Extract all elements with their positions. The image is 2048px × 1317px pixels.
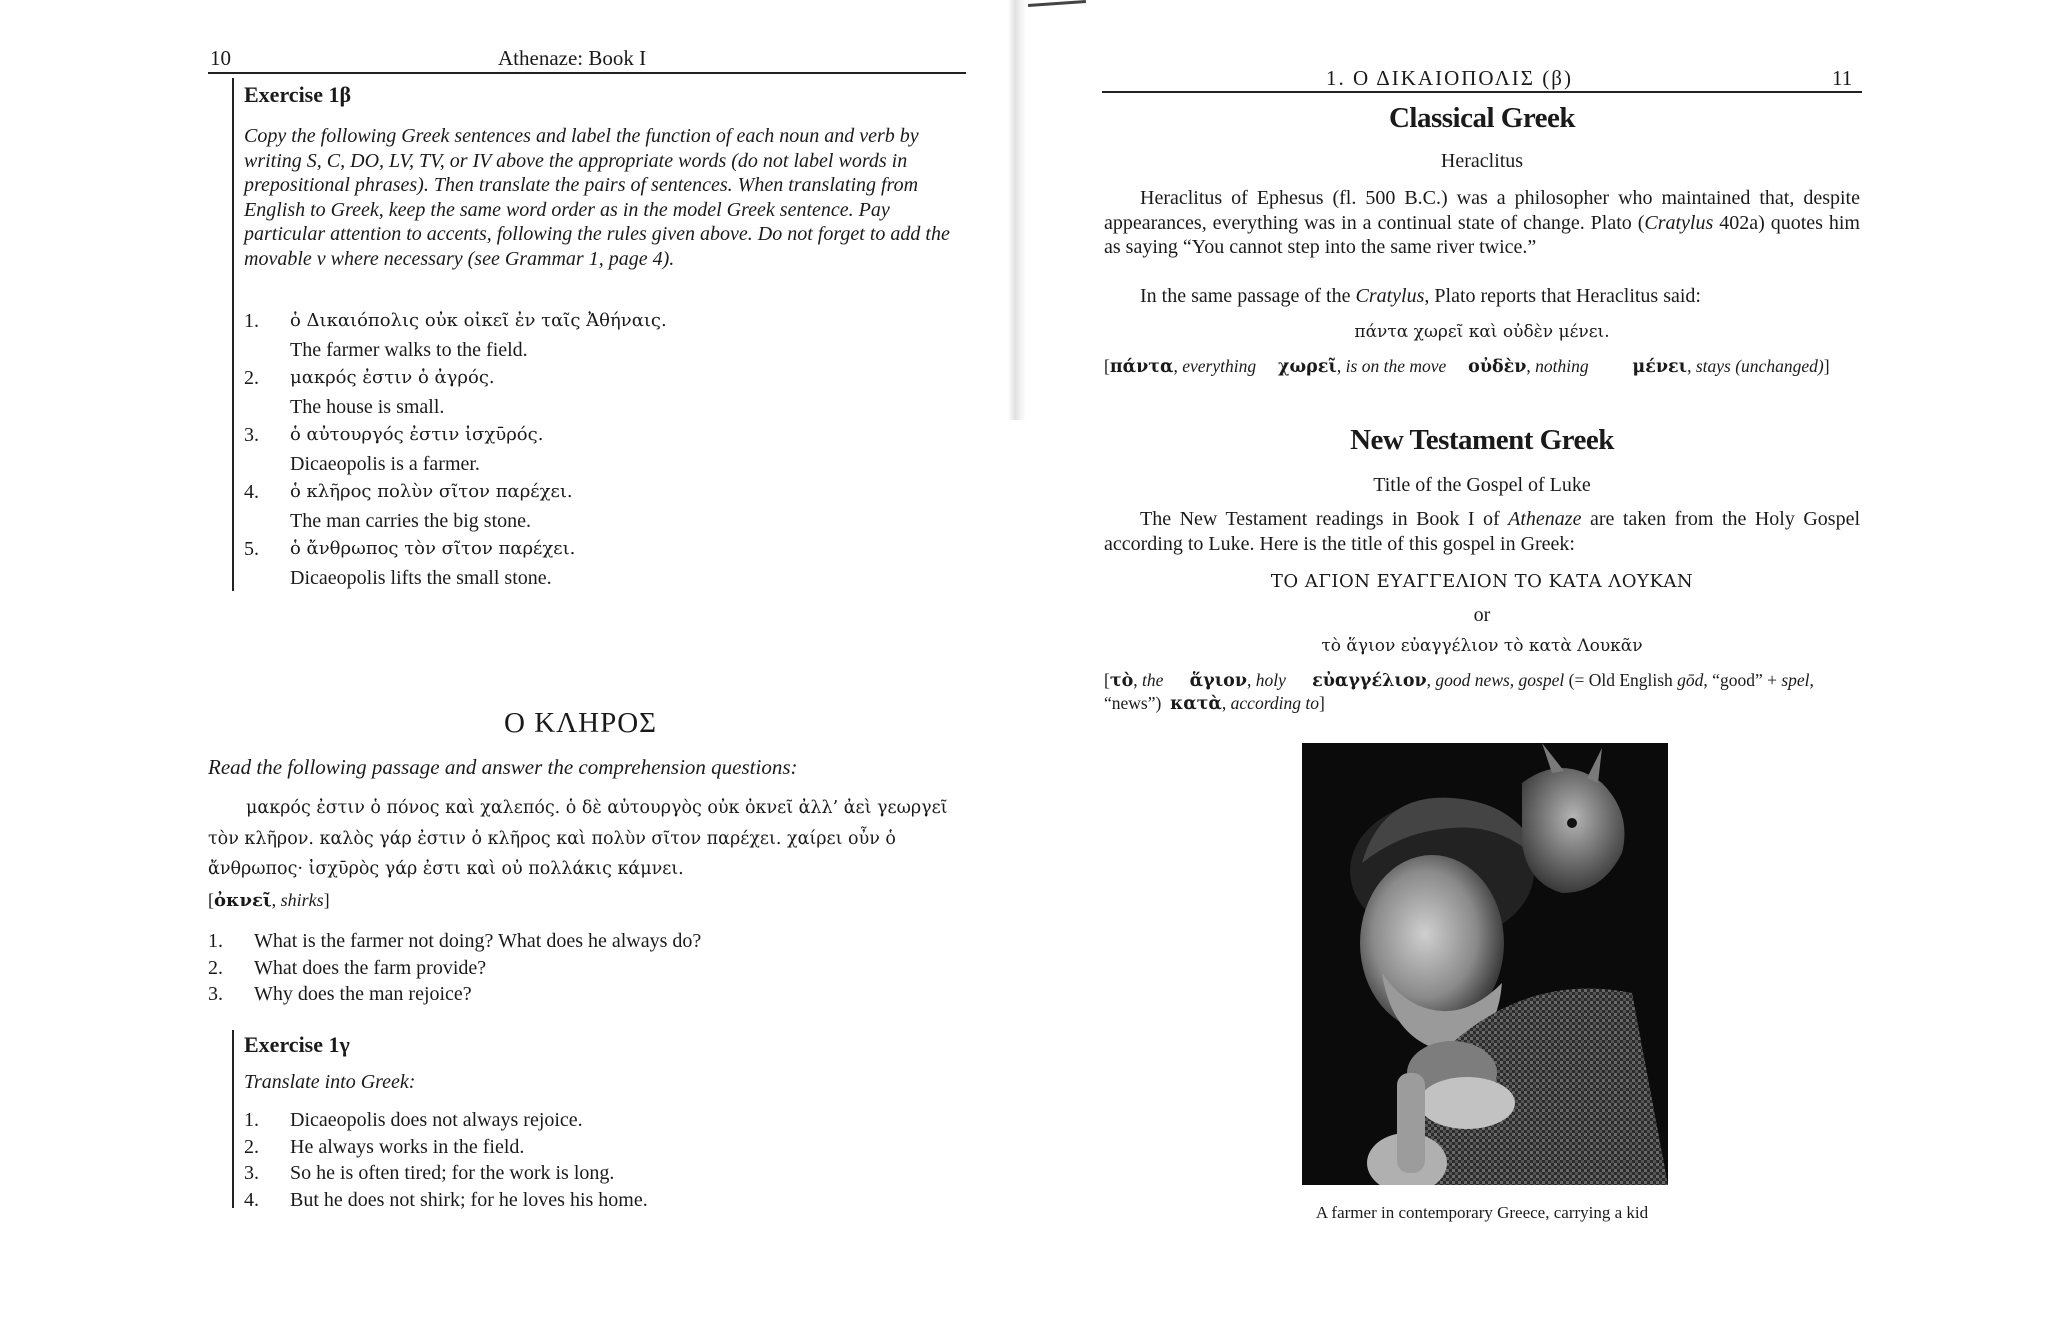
section-title: New Testament Greek xyxy=(1350,424,1614,456)
gospel-title-capitals: ΤΟ ΑΓΙΟΝ ΕΥΑΓΓΕΛΙΟΝ ΤΟ ΚΑΤΑ ΛΟΥΚΑΝ xyxy=(1270,571,1694,592)
greek-sentence: ὁ κλῆρος πολὺν σῖτον παρέχει. xyxy=(290,481,573,502)
greek-sentence: ὁ Δικαιόπολις οὐκ οἰκεῖ ἐν ταῖς Ἀθήναις. xyxy=(290,310,667,331)
english-sentence: The house is small. xyxy=(290,395,445,418)
greek-sentence: μακρός ἐστιν ὁ ἀγρός. xyxy=(290,367,495,388)
english-sentence: Dicaeopolis lifts the small stone. xyxy=(290,566,552,589)
right-page-number: 11 xyxy=(1832,66,1853,90)
header-rule xyxy=(1102,91,1862,93)
list-item xyxy=(244,364,944,393)
exercise-1g-instructions: Translate into Greek: xyxy=(244,1071,416,1093)
list-item xyxy=(244,535,944,564)
vocabulary-gloss: [τὸ, the ἅγιον, holy εὐαγγέλιον, good news, gospel (= Old English gōd, “good” + spel, “news”) κατὰ, according to] xyxy=(1104,670,1814,714)
list-item: 3. Why does the man rejoice? xyxy=(208,983,472,1005)
list-item xyxy=(244,478,944,507)
list-item xyxy=(244,450,944,479)
item-number: 2. xyxy=(244,367,259,389)
list-item: 1. Dicaeopolis does not always rejoice. xyxy=(244,1109,583,1131)
list-item xyxy=(244,564,944,593)
comprehension-questions xyxy=(208,928,701,1008)
exercise-1b-title: Exercise 1β xyxy=(244,82,352,107)
reading-instructions: Read the following passage and answer the comprehension questions: xyxy=(208,755,798,779)
or-label: or xyxy=(1473,604,1491,626)
list-item: 2. What does the farm provide? xyxy=(208,956,487,979)
list-item: 4. But he does not shirk; for he loves his home. xyxy=(244,1188,648,1211)
gospel-title-lowercase: τὸ ἅγιον εὐαγγέλιον τὸ κατὰ Λουκᾶν xyxy=(1321,636,1643,656)
reading-passage: μακρός ἐστιν ὁ πόνος καὶ χαλεπός. ὁ δὲ αὐτουργὸς οὐκ ὀκνεῖ ἀλλ’ ἀεὶ γεωργεῖ τὸν κλῆρον. καλὸς γάρ ἐστιν ὁ κλῆρος καὶ πολὺν σῖτον παρέχει. χαίρει οὖν ὁ ἄνθρωπος· ἰσχῡρὸς γάρ ἐστι καὶ οὐ πολλάκις κάμνει. xyxy=(208,798,948,879)
item-number: 1. xyxy=(244,310,259,332)
section-title: Classical Greek xyxy=(1388,102,1576,134)
list-item: 2. He always works in the field. xyxy=(244,1135,525,1158)
left-page-number: 10 xyxy=(210,46,231,70)
paragraph: The New Testament readings in Book I of Athenaze are taken from the Holy Gospel according to Luke. Here is the title of this gospel in Greek: xyxy=(1104,508,1860,555)
gloss-meaning: shirks xyxy=(280,890,324,910)
book-spine-shadow xyxy=(1008,0,1026,420)
english-sentence: Dicaeopolis is a farmer. xyxy=(290,452,480,475)
item-number: 5. xyxy=(244,538,259,560)
left-running-title: Athenaze: Book I xyxy=(498,46,647,70)
exercise-1b-list xyxy=(244,307,944,592)
reading-gloss: [ὀκνεῖ, shirks] xyxy=(208,890,330,911)
photo-caption: A farmer in contemporary Greece, carrying a kid xyxy=(1315,1203,1649,1222)
exercise-margin-bar xyxy=(232,1030,234,1208)
list-item: 1. What is the farmer not doing? What does he always do? xyxy=(208,930,702,952)
list-item xyxy=(244,336,944,365)
list-item xyxy=(244,421,944,450)
greek-sentence: ὁ αὐτουργός ἐστιν ἰσχῡρός. xyxy=(290,424,544,445)
header-rule xyxy=(208,72,966,74)
section-subtitle: Heraclitus xyxy=(1440,150,1524,172)
right-running-title: 1. Ο ΔΙΚΑΙΟΠΟΛΙΣ (β) xyxy=(1326,66,1573,90)
item-number: 3. xyxy=(244,424,259,446)
exercise-1g-title: Exercise 1γ xyxy=(244,1032,350,1057)
paragraph: In the same passage of the Cratylus, Plato reports that Heraclitus said: xyxy=(1140,285,1701,307)
exercise-1g-list xyxy=(244,1107,648,1213)
exercise-1b-instructions: Copy the following Greek sentences and label the function of each noun and verb by writing S, C, DO, LV, TV, or IV above the appropriate words (do not label words in prepositional phrases). Then translate the pairs of sentences. When translating from English to Greek, keep the same word order as in the model Greek sentence. Pay particular attention to accents, following the rules given above. Do not forget to add the movable ν where necessary (see Grammar 1, page 4). xyxy=(244,125,950,270)
greek-sentence: ὁ ἄνθρωπος τὸν σῖτον παρέχει. xyxy=(290,538,576,559)
paragraph: Heraclitus of Ephesus (fl. 500 B.C.) was a philosopher who maintained that, despite appearances, everything was in a continual state of change. Plato (Cratylus 402a) quotes him as saying “You cannot step into the same river twice.” xyxy=(1104,187,1860,259)
list-item xyxy=(244,307,944,336)
list-item xyxy=(244,507,944,536)
gloss-word: ὀκνεῖ xyxy=(214,890,272,911)
list-item: 3. So he is often tired; for the work is long. xyxy=(244,1162,615,1184)
farmer-photo xyxy=(1302,743,1668,1185)
english-sentence: The farmer walks to the field. xyxy=(290,338,528,361)
greek-quotation: πάντα χωρεῖ καὶ οὐδὲν μένει. xyxy=(1354,322,1610,342)
scan-mark xyxy=(1028,0,1086,7)
section-subtitle: Title of the Gospel of Luke xyxy=(1373,474,1591,496)
reading-title: Ο ΚΛΗΡΟΣ xyxy=(504,707,658,739)
english-sentence: The man carries the big stone. xyxy=(290,509,532,532)
list-item xyxy=(244,393,944,422)
item-number: 4. xyxy=(244,481,259,503)
vocabulary-gloss: [πάντα, everything χωρεῖ, is on the move οὐδὲν, nothing μένει, stays (unchanged)] xyxy=(1104,356,1830,377)
exercise-margin-bar xyxy=(232,78,234,591)
